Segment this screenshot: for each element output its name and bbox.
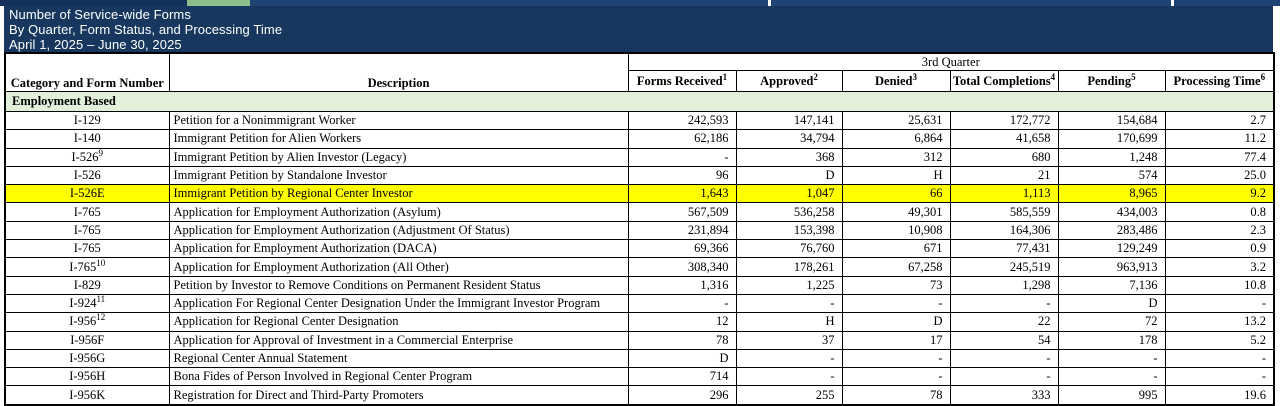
form-number-cell: [5, 386, 169, 405]
form-number: I-924: [69, 296, 97, 311]
total-completions-cell: 1,298: [950, 276, 1058, 294]
approved-cell: 368: [736, 148, 842, 166]
total-completions-cell: 333: [950, 386, 1058, 405]
table-row: [5, 294, 1274, 312]
approved-cell: 147,141: [736, 112, 842, 130]
col-header-label: Pending: [1087, 73, 1132, 88]
col-header-label: Total Completions: [952, 73, 1051, 88]
form-number-cell: [5, 203, 169, 221]
pending-cell: -: [1058, 368, 1165, 386]
forms-table-container: [4, 52, 1276, 406]
col-header-label: Denied: [875, 73, 913, 88]
denied-cell: H: [842, 166, 950, 184]
forms-received-cell: 242,593: [628, 112, 736, 130]
forms-received-cell: 69,366: [628, 240, 736, 258]
processing-time-cell: 2.7: [1165, 112, 1274, 130]
processing-time-cell: 5.2: [1165, 331, 1274, 349]
forms-received-cell: 567,509: [628, 203, 736, 221]
description-cell: Application for Regional Center Designation: [169, 313, 628, 331]
form-number-cell: [5, 166, 169, 184]
forms-received-cell: 62,186: [628, 130, 736, 148]
form-number: I-526E: [69, 186, 105, 201]
denied-cell: 67,258: [842, 258, 950, 276]
report-title-line-2: By Quarter, Form Status, and Processing Time: [9, 22, 283, 37]
approved-cell: 76,760: [736, 240, 842, 258]
total-completions-cell: 41,658: [950, 130, 1058, 148]
total-completions-cell: 22: [950, 313, 1058, 331]
description-cell: Petition for a Nonimmigrant Worker: [169, 112, 628, 130]
form-number-cell: [5, 331, 169, 349]
forms-received-cell: 1,316: [628, 276, 736, 294]
denied-cell: 6,864: [842, 130, 950, 148]
pending-cell: 434,003: [1058, 203, 1165, 221]
col-header-approved: [736, 71, 842, 92]
total-completions-cell: 77,431: [950, 240, 1058, 258]
description-cell: Bona Fides of Person Involved in Regional Center Program: [169, 368, 628, 386]
form-number: I-956F: [70, 332, 105, 347]
denied-cell: 312: [842, 148, 950, 166]
pending-cell: 1,248: [1058, 148, 1165, 166]
description-cell: Petition by Investor to Remove Conditions on Permanent Resident Status: [169, 276, 628, 294]
description-cell: Application for Employment Authorization (Adjustment Of Status): [169, 221, 628, 239]
footnote-marker: 6: [1260, 71, 1266, 82]
forms-received-cell: 12: [628, 313, 736, 331]
approved-cell: 1,047: [736, 185, 842, 203]
footnote-marker: 9: [98, 148, 104, 158]
processing-time-cell: 0.9: [1165, 240, 1274, 258]
col-header-category: Category and Form Number: [5, 53, 169, 92]
processing-time-cell: 3.2: [1165, 258, 1274, 276]
approved-cell: -: [736, 368, 842, 386]
pending-cell: 72: [1058, 313, 1165, 331]
denied-cell: 10,908: [842, 221, 950, 239]
denied-cell: 78: [842, 386, 950, 405]
processing-time-cell: 2.3: [1165, 221, 1274, 239]
col-header-pending: [1058, 71, 1165, 92]
processing-time-cell: 11.2: [1165, 130, 1274, 148]
denied-cell: 66: [842, 185, 950, 203]
approved-cell: D: [736, 166, 842, 184]
approved-cell: 153,398: [736, 221, 842, 239]
processing-time-cell: 19.6: [1165, 386, 1274, 405]
processing-time-cell: 10.8: [1165, 276, 1274, 294]
approved-cell: H: [736, 313, 842, 331]
footnote-marker: 2: [813, 71, 818, 82]
total-completions-cell: -: [950, 368, 1058, 386]
approved-cell: 37: [736, 331, 842, 349]
form-number-cell: [5, 221, 169, 239]
forms-received-cell: 231,894: [628, 221, 736, 239]
pending-cell: 129,249: [1058, 240, 1165, 258]
denied-cell: D: [842, 313, 950, 331]
total-completions-cell: 1,113: [950, 185, 1058, 203]
report-title-block: [4, 6, 1273, 52]
pending-cell: 7,136: [1058, 276, 1165, 294]
approved-cell: 34,794: [736, 130, 842, 148]
table-row: [5, 258, 1274, 276]
form-number: I-829: [73, 277, 101, 292]
denied-cell: 17: [842, 331, 950, 349]
col-header-total-completions: [950, 71, 1058, 92]
total-completions-cell: 164,306: [950, 221, 1058, 239]
pending-cell: 178: [1058, 331, 1165, 349]
denied-cell: 49,301: [842, 203, 950, 221]
table-row: [5, 166, 1274, 184]
table-row: [5, 130, 1274, 148]
col-header-denied: [842, 71, 950, 92]
pending-cell: 170,699: [1058, 130, 1165, 148]
total-completions-cell: 680: [950, 148, 1058, 166]
forms-received-cell: 96: [628, 166, 736, 184]
form-number: I-765: [73, 222, 101, 237]
form-number: I-956H: [69, 369, 106, 384]
footnote-marker: 1: [722, 71, 728, 82]
denied-cell: 73: [842, 276, 950, 294]
pending-cell: 574: [1058, 166, 1165, 184]
col-header-label: Processing Time: [1173, 73, 1261, 88]
form-number-cell: [5, 240, 169, 258]
col-header-label: Approved: [760, 73, 814, 88]
footnote-marker: 11: [96, 294, 106, 304]
denied-cell: -: [842, 294, 950, 312]
total-completions-cell: 245,519: [950, 258, 1058, 276]
table-body: [5, 92, 1274, 406]
processing-time-cell: -: [1165, 294, 1274, 312]
approved-cell: 178,261: [736, 258, 842, 276]
form-number: I-956K: [69, 387, 106, 402]
section-header-label: Employment Based: [5, 92, 1274, 112]
processing-time-cell: -: [1165, 368, 1274, 386]
denied-cell: -: [842, 368, 950, 386]
processing-time-cell: -: [1165, 349, 1274, 367]
report-title-line-3: April 1, 2025 – June 30, 2025: [9, 37, 182, 52]
form-number-cell: [5, 185, 169, 203]
table-row: [5, 148, 1274, 166]
form-number: I-526: [73, 168, 101, 183]
description-cell: Immigrant Petition by Standalone Investor: [169, 166, 628, 184]
form-number-cell: [5, 148, 169, 166]
total-completions-cell: 172,772: [950, 112, 1058, 130]
description-cell: Immigrant Petition by Regional Center Investor: [169, 185, 628, 203]
forms-received-cell: 296: [628, 386, 736, 405]
approved-cell: 536,258: [736, 203, 842, 221]
report-title-line-1: Number of Service-wide Forms: [9, 7, 191, 22]
table-row: [5, 112, 1274, 130]
description-cell: Immigrant Petition by Alien Investor (Legacy): [169, 148, 628, 166]
denied-cell: 671: [842, 240, 950, 258]
description-cell: Application for Employment Authorization (Asylum): [169, 203, 628, 221]
forms-received-cell: -: [628, 148, 736, 166]
col-header-forms-received: [628, 71, 736, 92]
table-row: [5, 386, 1274, 405]
col-header-processing-time: [1165, 71, 1274, 92]
approved-cell: 255: [736, 386, 842, 405]
processing-time-cell: 0.8: [1165, 203, 1274, 221]
processing-time-cell: 13.2: [1165, 313, 1274, 331]
total-completions-cell: 21: [950, 166, 1058, 184]
total-completions-cell: 54: [950, 331, 1058, 349]
table-row: [5, 349, 1274, 367]
form-number: I-140: [73, 131, 101, 146]
table-row: [5, 240, 1274, 258]
denied-cell: 25,631: [842, 112, 950, 130]
total-completions-cell: -: [950, 349, 1058, 367]
table-row: [5, 203, 1274, 221]
forms-received-cell: D: [628, 349, 736, 367]
table-row: [5, 331, 1274, 349]
form-number-cell: [5, 313, 169, 331]
form-number-cell: [5, 349, 169, 367]
approved-cell: -: [736, 294, 842, 312]
pending-cell: 995: [1058, 386, 1165, 405]
form-number-cell: [5, 112, 169, 130]
section-header-row: [5, 92, 1274, 112]
description-cell: Registration for Direct and Third-Party Promoters: [169, 386, 628, 405]
form-number: I-526: [71, 149, 99, 164]
description-cell: Regional Center Annual Statement: [169, 349, 628, 367]
description-cell: Application For Regional Center Designation Under the Immigrant Investor Program: [169, 294, 628, 312]
pending-cell: 8,965: [1058, 185, 1165, 203]
footnote-marker: 12: [96, 312, 106, 323]
form-number-cell: [5, 276, 169, 294]
pending-cell: 963,913: [1058, 258, 1165, 276]
table-header: [5, 53, 1274, 92]
form-number-cell: [5, 130, 169, 148]
pending-cell: D: [1058, 294, 1165, 312]
description-cell: Application for Employment Authorization (All Other): [169, 258, 628, 276]
denied-cell: -: [842, 349, 950, 367]
table-row: [5, 368, 1274, 386]
form-number: I-765: [69, 259, 97, 274]
table-row: [5, 276, 1274, 294]
form-number: I-956G: [69, 351, 106, 365]
forms-received-cell: 308,340: [628, 258, 736, 276]
total-completions-cell: 585,559: [950, 203, 1058, 221]
footnote-marker: 10: [96, 257, 106, 268]
description-cell: Application for Approval of Investment in a Commercial Enterprise: [169, 331, 628, 349]
pending-cell: 154,684: [1058, 112, 1165, 130]
approved-cell: -: [736, 349, 842, 367]
form-number: I-956: [69, 314, 97, 329]
forms-received-cell: 78: [628, 331, 736, 349]
footnote-marker: 3: [912, 71, 917, 82]
form-number: I-765: [73, 204, 101, 219]
pending-cell: -: [1058, 349, 1165, 367]
quarter-header: 3rd Quarter: [628, 53, 1274, 71]
processing-time-cell: 9.2: [1165, 185, 1274, 203]
form-number: I-129: [73, 113, 101, 128]
col-header-description: Description: [169, 53, 628, 92]
processing-time-cell: 25.0: [1165, 166, 1274, 184]
approved-cell: 1,225: [736, 276, 842, 294]
table-row: [5, 185, 1274, 203]
forms-received-cell: 714: [628, 368, 736, 386]
total-completions-cell: -: [950, 294, 1058, 312]
forms-received-cell: 1,643: [628, 185, 736, 203]
col-header-label: Forms Received: [636, 73, 723, 88]
form-number-cell: [5, 368, 169, 386]
footnote-marker: 4: [1050, 71, 1056, 82]
form-number-cell: [5, 294, 169, 312]
table-row: [5, 313, 1274, 331]
form-number-cell: [5, 258, 169, 276]
description-cell: Application for Employment Authorization (DACA): [169, 240, 628, 258]
forms-received-cell: -: [628, 294, 736, 312]
form-number: I-765: [73, 241, 101, 256]
table-row: [5, 221, 1274, 239]
forms-table: [4, 52, 1275, 406]
processing-time-cell: 77.4: [1165, 148, 1274, 166]
footnote-marker: 5: [1131, 71, 1136, 82]
pending-cell: 283,486: [1058, 221, 1165, 239]
description-cell: Immigrant Petition for Alien Workers: [169, 130, 628, 148]
